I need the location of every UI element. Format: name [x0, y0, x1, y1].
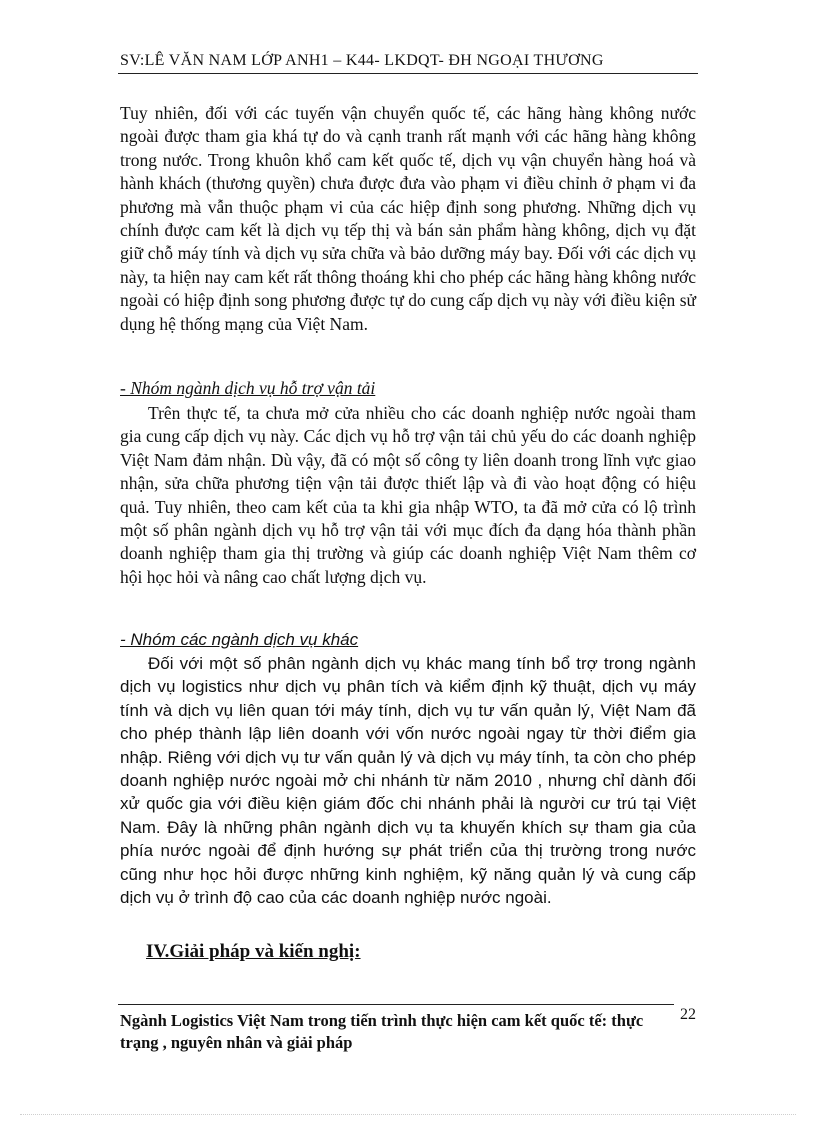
page-bottom-border [20, 1114, 796, 1115]
footer-divider [118, 1004, 674, 1005]
page-number: 22 [680, 1006, 696, 1023]
header-divider [118, 73, 698, 74]
subheading-other-services: - Nhóm các ngành dịch vụ khác [120, 630, 359, 649]
section-title: IV.Giải pháp và kiến nghị: [146, 941, 361, 962]
paragraph-transport-support: Trên thực tế, ta chưa mở cửa nhiều cho các doanh nghiệp nước ngoài tham gia cung cấp dịch vụ này. Các dịch vụ hỗ trợ vận tải chủ yếu do các doanh nghiệp Việt Nam đảm nhận. Dù vậy, đã có một số công ty liên doanh trong lĩnh vực giao nhận, sửa chữa phương tiện vận tải được thiết lập và đi vào hoạt động có hiệu quả. Tuy nhiên, theo cam kết của ta khi gia nhập WTO, ta đã mở cửa có lộ trình một số phân ngành dịch vụ hỗ trợ vận tải với mục đích đa dạng hóa thành phần doanh nghiệp tham gia thị trường và giúp các doanh nghiệp Việt Nam thêm cơ hội học hỏi và nâng cao chất lượng dịch vụ. [120, 403, 696, 587]
paragraph-other-services: Đối với một số phân ngành dịch vụ khác mang tính bổ trợ trong ngành dịch vụ logistics như dịch vụ phân tích và kiểm định kỹ thuật, dịch vụ máy tính và dịch vụ liên quan tới máy tính, dịch vụ tư vấn quản lý, Việt Nam đã cho phép thành lập liên doanh với vốn nước ngoài ngay từ thời điểm gia nhập. Riêng với dịch vụ tư vấn quản lý và dịch vụ máy tính, ta còn cho phép doanh nghiệp nước ngoài mở chi nhánh từ năm 2010 , nhưng chỉ dành đối xử quốc gia với điều kiện giám đốc chi nhánh phải là người cư trú tại Việt Nam. Đây là những phân ngành dịch vụ ta khuyến khích sự tham gia của phía nước ngoài để định hướng sự phát triển của thị trường trong nước cũng như học hỏi được những kinh nghiệm, kỹ năng quản lý và cung cấp dịch vụ ở trình độ cao của các doanh nghiệp nước ngoài. [120, 654, 696, 908]
subheading-transport-support: - Nhóm ngành dịch vụ hỗ trợ vận tải [120, 378, 376, 398]
footer-title: Ngành Logistics Việt Nam trong tiến trình thực hiện cam kết quốc tế: thực trạng , nguyên nhân và giải pháp [120, 1011, 644, 1052]
running-header: SV:LÊ VĂN NAM LỚP ANH1 – K44- LKDQT- ĐH NGOẠI THƯƠNG [120, 52, 604, 69]
paragraph-air-transport: Tuy nhiên, đối với các tuyến vận chuyển quốc tế, các hãng hàng không nước ngoài được tham gia khá tự do và cạnh tranh rất mạnh với các hãng hàng không trong nước. Trong khuôn khổ cam kết quốc tế, dịch vụ vận chuyển hàng hoá và hành khách (thương quyền) chưa được đưa vào phạm vi điều chỉnh ở phạm vi đa phương mà vẫn thuộc phạm vi của các hiệp định song phương. Những dịch vụ chính được cam kết là dịch vụ tếp thị và bán sản phẩm hàng không, dịch vụ đặt giữ chỗ máy tính và dịch vụ sửa chữa và bảo dưỡng máy bay. Đối với các dịch vụ này, ta hiện nay cam kết rất thông thoáng khi cho phép các hãng hàng không nước ngoài có hiệp định song phương được tự do cung cấp dịch vụ này với điều kiện sử dụng hệ thống mạng của Việt Nam. [120, 103, 696, 334]
